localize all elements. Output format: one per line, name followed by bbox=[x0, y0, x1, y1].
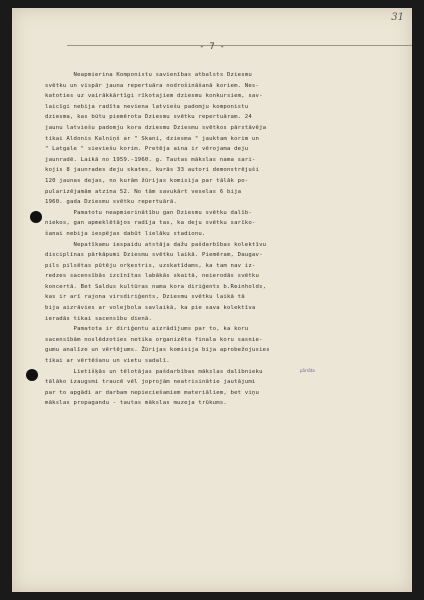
text-line: mākslas propagandu - tautas mākslas muzeja trūkums. bbox=[45, 400, 227, 407]
text-line: sacensībām noslēdzoties netika organizēta finala koru sasnie- bbox=[45, 336, 263, 343]
text-line: tikai ar vērtēšanu un vietu sadalī. bbox=[45, 358, 170, 365]
punch-hole-bottom bbox=[26, 369, 38, 381]
text-line: jaunu latviešu padomju kora dziesmu Dziesmu svētkos pārstāvēja bbox=[45, 124, 267, 131]
text-line: tikai Aldonis Kalniņš ar " Skani, dziesma " jauktam korim un bbox=[45, 135, 260, 142]
text-line: niekos, gan apmeklētājos radīja tas, ka deju svētku sarīko- bbox=[45, 220, 256, 227]
punch-hole-top bbox=[30, 211, 42, 223]
text-line: Pamatota ir diriģentu aizrādījums par to, ka koru bbox=[45, 326, 249, 333]
text-line: šanai nebija iespējas dabūt lielāku stadionu. bbox=[45, 230, 206, 237]
text-line: " Latgale " sieviešu korim. Pretēja aina ir vērojama deju bbox=[45, 146, 249, 153]
text-line: Pamatotu neapmierinātību gan Dziesmu svētku dalīb- bbox=[45, 209, 252, 216]
text-line: Nepatīkamu iespaidu atstāja dažu pašdarbības kolektīvu bbox=[45, 241, 267, 248]
text-line: dziesma, kas būtu piemērota Dziesmu svētku repertuāram. 24 bbox=[45, 114, 252, 121]
page-number: - 7 - bbox=[199, 42, 225, 52]
text-line: bija aizrāvies ar volejbola savlaikā, ka pie sava kolektīva bbox=[45, 305, 256, 312]
text-line: Lietišķās un tēlotājas pašdarbības mākslas dalībnieku bbox=[45, 368, 263, 375]
text-line: redzes sacensībās izcīnītas labākās skaitā, neierodās svētku bbox=[45, 273, 260, 280]
text-line: Neapmierina Komponistu savienības atbalsts Dziesmu bbox=[45, 72, 252, 78]
handwritten-note: pārrāta bbox=[300, 368, 315, 373]
text-line: tālāko izaugsmi traucē vēl joprojām neatrisinātie jautājumi bbox=[45, 379, 256, 386]
text-line: katoties uz vairākkārtīgi rīkotajiem dziesmu konkursiem, sav- bbox=[45, 93, 263, 100]
text-line: pils pilsētas pūtēju orķestris, uzskatīdams, ka tam nav iz- bbox=[45, 262, 256, 269]
folio-number: 31 bbox=[391, 12, 404, 23]
text-line: laicīgi nebija radīta neviena latviešu padomju komponistu bbox=[45, 103, 249, 110]
text-line: kas ir arī rajona virsdiriģents, Dziesmu svētku laikā tā bbox=[45, 294, 245, 301]
text-line: 120 jaunas dejas, no kurām žūrijas komisija par tālāk po- bbox=[45, 177, 249, 184]
text-line: par to apgādi ar darbam nepieciešamiem materiāliem, bet viņu bbox=[45, 389, 260, 396]
text-line: kojis 8 jaunrades deju skates, kurās 33 autori demonstrējuši bbox=[45, 167, 260, 174]
text-line: gumu analīze un vērtējums. Žūrijas komisija bija aprobežojusies bbox=[45, 347, 270, 354]
document-page bbox=[12, 8, 412, 592]
document-body bbox=[45, 70, 415, 409]
text-line: svētku un vispār jauna repertuāra nodrošināšanā koriem. Nes- bbox=[45, 82, 260, 89]
text-line: 1960. gada Dziesmu svētku repertuārā. bbox=[45, 199, 178, 206]
text-line: ieradās tikai sacensību dienā. bbox=[45, 315, 153, 322]
text-line: pularizējamām atzina 52. No tām savukārt veselas 6 bija bbox=[45, 188, 242, 195]
text-line: disciplīnas pārkāpumi Dziesmu svētku laikā. Piemēram, Daugav- bbox=[45, 252, 263, 259]
text-line: jaunradē. Laikā no 1959.-1960. g. Tautas mākslas nama sari- bbox=[45, 156, 256, 163]
text-line: koncertā. Bet Saldus kultūras nama kora diriģents b.Reinholds, bbox=[45, 283, 267, 290]
